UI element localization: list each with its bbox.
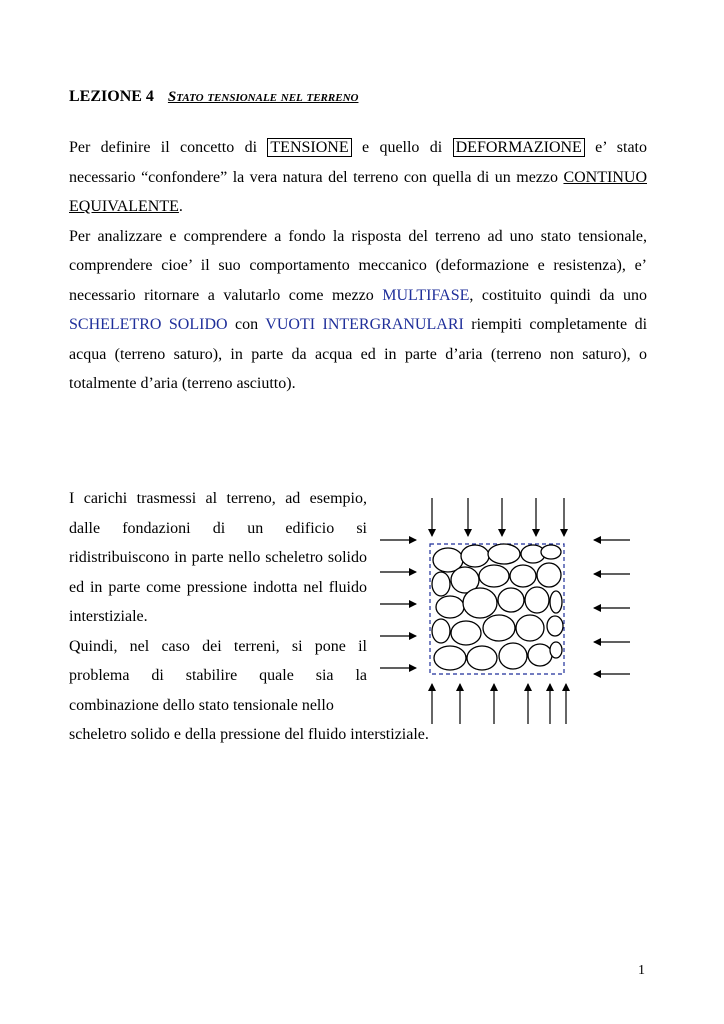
soil-grains: [432, 544, 563, 670]
lesson-topic: Stato tensionale nel terreno: [167, 89, 359, 105]
text-run: con: [227, 316, 266, 333]
soil-element-grains-diagram: [372, 492, 644, 726]
term-multifase: MULTIFASE: [382, 286, 470, 304]
text-run: e quello di: [351, 139, 453, 156]
loads-paragraph: [69, 484, 367, 720]
text-run: , costituito quindi da uno: [469, 286, 648, 304]
text-run: .: [178, 198, 183, 215]
text-run: I carichi trasmessi al terreno, ad esempio, dalle fondazioni di un edificio si ridistribuiscono in parte nello scheletro solido ed in parte come pressione indotta nel fluido interstiziale.: [69, 490, 367, 625]
intro-paragraph: [69, 133, 647, 399]
loads-paragraph-end: scheletro solido e della pressione del fluido interstiziale.: [69, 726, 429, 743]
page-number: 1: [638, 963, 645, 978]
text-run: Quindi, nel caso dei terreni, si pone il problema di stabilire quale sia la combinazione dello stato tensionale nello: [69, 637, 367, 714]
term-vuoti-intergranulari: VUOTI INTERGRANULARI: [265, 316, 464, 333]
term-deformazione: DEFORMAZIONE: [453, 138, 585, 157]
lesson-number: LEZIONE 4: [69, 88, 154, 105]
term-continuo-equivalente: CONTINUO EQUIVALENTE: [69, 168, 647, 215]
term-scheletro-solido: SCHELETRO SOLIDO: [69, 316, 228, 333]
text-run: Per analizzare e comprendere a fondo la risposta del terreno ad uno stato tensionale, comprendere cioe’ il suo comportamento meccanico (deformazione e resistenza), e’ necessario ritornare a valutarlo come mezzo: [69, 227, 647, 304]
text-run: riempiti completamente di acqua (terreno saturo), in parte da acqua ed in parte d’aria (terreno non saturo), o totalmente d’aria (terreno asciutto).: [69, 316, 648, 392]
term-tensione: TENSIONE: [267, 138, 351, 157]
top-load-arrows: [432, 498, 564, 536]
text-run: e’ stato necessario “confondere” la vera natura del terreno con quella di un mezzo: [69, 139, 648, 186]
left-load-arrows: [380, 540, 416, 668]
lesson-heading: [69, 88, 358, 106]
text-run: Per definire il concetto di: [69, 139, 268, 156]
bottom-load-arrows: [432, 684, 566, 724]
right-load-arrows: [594, 540, 630, 674]
